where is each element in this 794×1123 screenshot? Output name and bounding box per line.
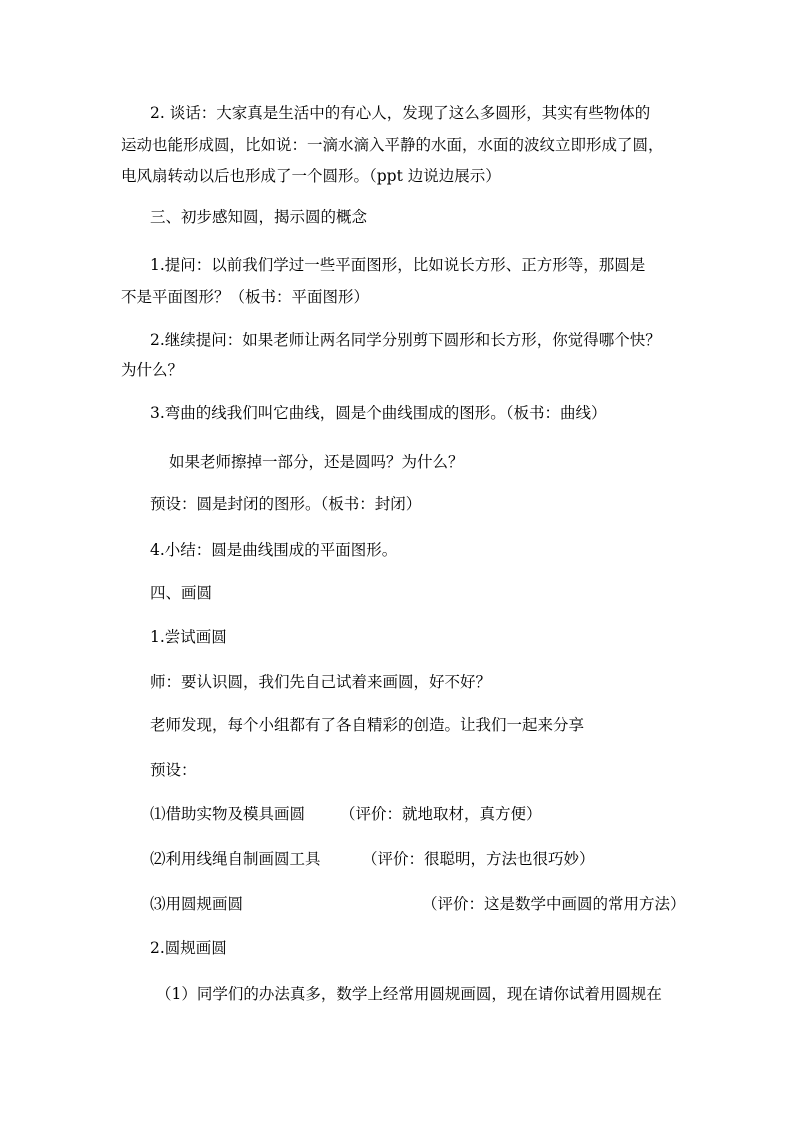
list-item: ⑴借助实物及模具画圆 (150, 805, 306, 823)
paragraph-line: 为什么？ (121, 361, 184, 379)
paragraph-line: 如果老师擦掉一部分，还是圆吗？为什么？ (169, 453, 464, 471)
list-item-evaluation: （评价：很聪明，方法也很巧妙） (362, 850, 595, 868)
section-heading: 三、初步感知圆，揭示圆的概念 (150, 208, 368, 226)
subsection-heading: 2.圆规画圆 (150, 939, 227, 957)
paragraph-line: 运动也能形成圆，比如说：一滴水滴入平静的水面，水面的波纹立即形成了圆， (121, 136, 664, 154)
paragraph-line: 师：要认识圆，我们先自己试着来画圆，好不好？ (150, 673, 492, 691)
paragraph-line: 电风扇转动以后也形成了一个圆形。（ppt 边说边展示） (121, 167, 501, 185)
list-item: ⑶用圆规画圆 (150, 895, 244, 913)
paragraph-line: 不是平面图形？（板书：平面图形） (121, 288, 370, 306)
paragraph-line: 2. 谈话：大家真是生活中的有心人，发现了这么多圆形，其实有些物体的 (150, 104, 651, 122)
subsection-heading: 1.尝试画圆 (150, 628, 227, 646)
list-item: ⑵利用线绳自制画圆工具 (150, 850, 321, 868)
list-item-evaluation: （评价：这是数学中画圆的常用方法） (422, 895, 686, 913)
paragraph-line: 2.继续提问：如果老师让两名同学分别剪下圆形和长方形，你觉得哪个快？ (150, 331, 661, 349)
paragraph-line: 预设： (150, 761, 197, 779)
paragraph-line: 1.提问：以前我们学过一些平面图形，比如说长方形、正方形等，那圆是 (150, 256, 646, 274)
paragraph-line: 3.弯曲的线我们叫它曲线，圆是个曲线围成的图形。（板书：曲线） (150, 404, 607, 422)
paragraph-line: （1）同学们的办法真多，数学上经常用圆规画圆，现在请你试着用圆规在 (156, 985, 662, 1003)
paragraph-line: 老师发现，每个小组都有了各自精彩的创造。让我们一起来分享 (150, 716, 585, 734)
list-item-evaluation: （评价：就地取材，真方便） (340, 805, 542, 823)
section-heading: 四、画圆 (150, 584, 213, 602)
paragraph-line: 预设：圆是封闭的图形。（板书：封闭） (150, 495, 422, 513)
paragraph-line: 4.小结：圆是曲线围成的平面图形。 (150, 541, 398, 559)
